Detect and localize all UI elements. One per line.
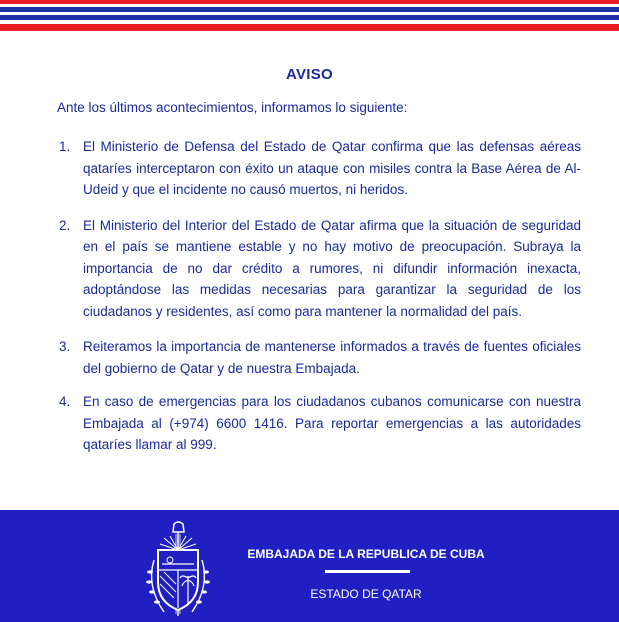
red-stripe-top bbox=[0, 0, 619, 4]
list-item bbox=[57, 336, 581, 379]
blue-stripe-1 bbox=[0, 7, 619, 12]
embassy-footer bbox=[0, 510, 619, 622]
item-number: 2. bbox=[59, 217, 71, 233]
red-stripe-bottom bbox=[0, 24, 619, 31]
notice-intro: Ante los últimos acontecimientos, informamos lo siguiente: bbox=[57, 100, 408, 115]
item-text: Reiteramos la importancia de mantenerse informados a través de fuentes oficiales del gobierno de Qatar y de nuestra Embajada. bbox=[83, 339, 581, 376]
coat-of-arms-icon bbox=[140, 520, 216, 620]
blue-stripe-2 bbox=[0, 15, 619, 20]
item-text: En caso de emergencias para los ciudadanos cubanos comunicarse con nuestra Embajada al (+974) 6600 1416. Para reportar emergencias a las autoridades qataríes llamar al 999. bbox=[83, 394, 581, 452]
divider bbox=[325, 570, 410, 573]
flag-stripes bbox=[0, 0, 619, 34]
embassy-name: EMBAJADA DE LA REPUBLICA DE CUBA bbox=[247, 547, 485, 561]
item-text: El Ministerio del Interior del Estado de Qatar afirma que la situación de seguridad en el país se mantiene estable y no hay motivo de preocupación. Subraya la importancia de no dar crédito a rumores, ni difundir información inexacta, adoptándose las medidas necesarias para garantizar la seguridad de los ciudadanos y residentes, así como para mantener la normalidad del país. bbox=[83, 217, 581, 319]
state-name: ESTADO DE QATAR bbox=[310, 587, 422, 601]
item-number: 3. bbox=[59, 339, 71, 354]
item-number: 4. bbox=[59, 394, 71, 409]
list-item bbox=[57, 215, 581, 323]
notice-list bbox=[57, 136, 581, 456]
list-item bbox=[57, 136, 581, 201]
item-text: El Ministerio de Defensa del Estado de Qatar confirma que las defensas aéreas qataríes interceptaron con éxito un ataque con misiles contra la Base Aérea de Al-Udeid y que el incidente no causó muertos, ni heridos. bbox=[83, 139, 581, 197]
list-item bbox=[57, 391, 581, 456]
notice-title: AVISO bbox=[285, 66, 334, 83]
item-number: 1. bbox=[59, 139, 71, 154]
